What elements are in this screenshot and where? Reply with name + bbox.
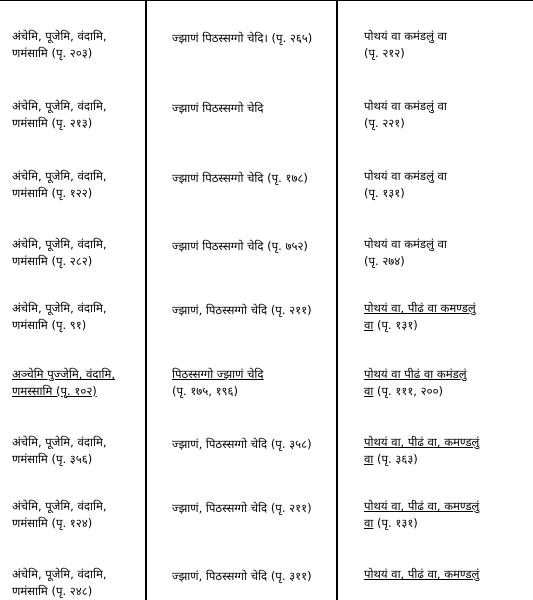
table-cell-c2	[172, 30, 312, 47]
table-cell-c2	[172, 170, 308, 187]
cell-line: ज्झाणं, पिठस्सग्गो चेदि (पृ. २११)	[172, 303, 312, 317]
table-cell-c1	[12, 366, 115, 400]
table-cell-c2	[172, 436, 312, 453]
cell-line: अंचेमि, पूजेमि, वंदामि,	[12, 499, 107, 513]
cell-line: (पृ. २७४)	[364, 254, 405, 268]
table-cell-c1	[12, 300, 106, 334]
table-cell-c1	[12, 168, 106, 202]
table-cell-c3	[364, 98, 447, 132]
column-divider-1	[145, 0, 147, 600]
cell-line: णमंसामि (पृ. २१३)	[12, 116, 93, 130]
underlined-word: वा	[364, 318, 374, 332]
cell-line: पिठस्सग्गो ज्झाणं चेदि	[172, 367, 264, 381]
cell-line: (पृ. १७५, १९६)	[172, 384, 239, 398]
table-cell-c3	[364, 498, 479, 532]
cell-line: अंचेमि, पूजेमि, वंदामि,	[12, 567, 107, 581]
cell-line: पोथयं वा, पीढं वा, कमण्डलुं	[364, 567, 480, 581]
cell-line: ज्झाणं, पिठस्सग्गो चेदि (पृ. ३५८)	[172, 437, 312, 451]
cell-line: अंचेमि, पूजेमि, वंदामि,	[12, 301, 107, 315]
cell-line: ज्झाणं, पिठस्सग्गो चेदि (पृ. ३११)	[172, 569, 312, 583]
cell-line: अञ्चेमि पुज्जेमि, वंदामि,	[12, 367, 115, 381]
cell-line: णमंसामि (पृ. ३५६)	[12, 452, 93, 466]
cell-line: (पृ. २१२)	[364, 46, 405, 60]
table-cell-c1	[12, 566, 106, 600]
cell-line: वा (पृ. १३१)	[364, 516, 418, 530]
table-cell-c3	[364, 300, 476, 334]
cell-line: ज्झाणं पिठस्सग्गो चेदि	[172, 101, 264, 115]
underlined-word: वा	[364, 384, 374, 398]
column-divider-2	[336, 0, 338, 600]
cell-line: पोथयं वा, पीढं वा कमण्डलुं	[364, 301, 476, 315]
cell-line: पोथयं वा, पीढं वा, कमण्डलुं	[364, 435, 480, 449]
cell-line: पोथयं वा कमंडलुं वा	[364, 237, 447, 251]
cell-line: (पृ. १३१)	[364, 186, 405, 200]
table-cell-c3	[364, 366, 467, 400]
cell-line: पोथयं वा कमंडलुं वा	[364, 29, 447, 43]
table-cell-c1	[12, 98, 106, 132]
cell-line: णमंसामि (पृ. २४८)	[12, 584, 93, 598]
top-border	[0, 0, 533, 1]
cell-line: णमंसामि (पृ. २०३)	[12, 46, 93, 60]
cell-line: पोथयं वा, पीढं वा, कमण्डलुं	[364, 499, 480, 513]
table-cell-c2	[172, 366, 264, 400]
cell-line: अंचेमि, पूजेमि, वंदामि,	[12, 169, 107, 183]
table-cell-c2	[172, 568, 312, 585]
cell-line: णमंसामि (पृ. २८२)	[12, 254, 93, 268]
table-cell-c2	[172, 100, 264, 117]
cell-line: अंचेमि, पूजेमि, वंदामि,	[12, 237, 107, 251]
underlined-word: वा	[364, 452, 374, 466]
table-cell-c1	[12, 28, 106, 62]
cell-line: णमस्सामि (पृ. १०२)	[12, 384, 97, 398]
table-cell-c3	[364, 168, 447, 202]
cell-line: अंचेमि, पूजेमि, वंदामि,	[12, 435, 107, 449]
cell-line: अंचेमि, पूजेमि, वंदामि,	[12, 99, 107, 113]
cell-line: ज्झाणं पिठस्सग्गो चेदि (पृ. १७८)	[172, 171, 308, 185]
cell-line: वा (पृ. १३१)	[364, 318, 418, 332]
cell-line: (पृ. २२१)	[364, 116, 405, 130]
table-cell-c3	[364, 28, 447, 62]
underlined-word: वा	[364, 516, 374, 530]
cell-line: ज्झाणं, पिठस्सग्गो चेदि (पृ. २११)	[172, 501, 312, 515]
cell-line: वा (पृ. १११, २००)	[364, 384, 444, 398]
table-cell-c1	[12, 434, 106, 468]
cell-line: पोथयं वा पीढं वा कमंडलुं	[364, 367, 467, 381]
table-cell-c2	[172, 302, 312, 319]
cell-line: णमंसामि (पृ. १२२)	[12, 186, 93, 200]
table-cell-c2	[172, 500, 312, 517]
cell-line: अंचेमि, पूजेमि, वंदामि,	[12, 29, 107, 43]
table-cell-c1	[12, 498, 106, 532]
cell-line: णमंसामि (पृ. १२४)	[12, 516, 93, 530]
table-cell-c2	[172, 238, 308, 255]
table-cell-c1	[12, 236, 106, 270]
table-cell-c3	[364, 434, 479, 468]
table-cell-c3	[364, 566, 479, 583]
cell-line: वा (पृ. ३६३)	[364, 452, 418, 466]
table-cell-c3	[364, 236, 447, 270]
cell-line: पोथयं वा कमंडलुं वा	[364, 169, 447, 183]
cell-line: ज्झाणं पिठस्सग्गो चेदि। (पृ. २६५)	[172, 31, 313, 45]
cell-line: ज्झाणं पिठस्सग्गो चेदि (पृ. ७५२)	[172, 239, 308, 253]
cell-line: पोथयं वा कमंडलुं वा	[364, 99, 447, 113]
cell-line: णमंसामि (पृ. ९१)	[12, 318, 87, 332]
